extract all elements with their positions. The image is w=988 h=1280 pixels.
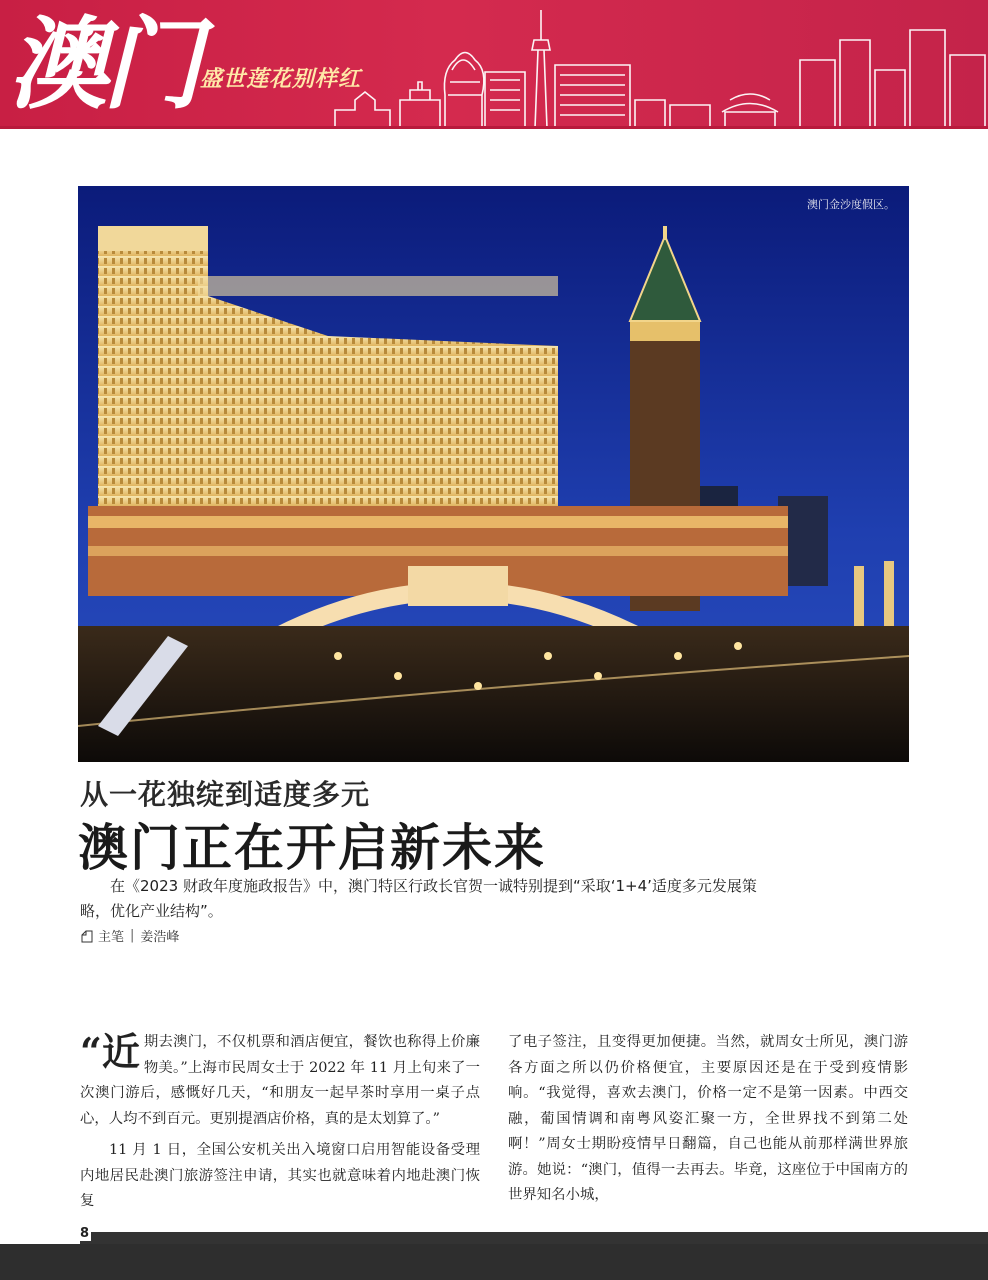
article-lead: 在《2023 财政年度施政报告》中，澳门特区行政长官贺一诚特别提到“采取‘1+4’适度多元发展策略，优化产业结构”。 (80, 877, 757, 920)
drop-cap: “近 (80, 1029, 140, 1074)
header-banner (0, 0, 988, 128)
paragraph-text: 期去澳门，不仅机票和酒店便宜，餐饮也称得上价廉物美。”上海市民周女士于 2022 年 11 月上旬来了一次澳门游后，感慨好几天，“和朋友一起早茶时享用一桌子点心，人均不到百元。更别提酒店价格，真的是太划算了。” (80, 1034, 480, 1127)
body-paragraph (80, 1030, 480, 1132)
banner-slogan: 盛世莲花别样红 (200, 67, 362, 92)
byline-role: 主笔 (98, 930, 125, 945)
byline (80, 926, 179, 945)
pen-icon (80, 929, 94, 943)
body-paragraph: 了电子签注，且变得更加便捷。当然，就周女士所见，澳门游各方面之所以仍价格便宜，主要原因还是在于受到疫情影响。“我觉得，喜欢去澳门，价格一定不是第一因素。中西交融，葡国情调和南粤风姿汇聚一方，全世界找不到第二处啊！”周女士期盼疫情早日翻篇，自己也能从前那样满世界旅游。她说：“澳门，值得一去再去。毕竟，这座位于中国南方的世界知名小城， (508, 1034, 908, 1203)
venetian-resort-photo (78, 186, 909, 762)
footer-band (0, 1244, 988, 1280)
article-subtitle: 从一花独绽到适度多元 (80, 778, 371, 811)
page-number: 8 (80, 1226, 90, 1241)
photo-caption: 澳门金沙度假区。 (807, 198, 895, 211)
masthead-logo: 澳门 (8, 5, 196, 123)
body-column-right (508, 1030, 908, 1215)
byline-author: 姜浩峰 (140, 930, 180, 945)
byline-separator: | (130, 928, 135, 943)
article-title: 澳门正在开启新未来 (78, 819, 546, 877)
body-column-left (80, 1030, 480, 1221)
photo-illustration (78, 186, 909, 762)
banner-divider (0, 126, 988, 129)
body-paragraph: 11 月 1 日，全国公安机关出入境窗口启用智能设备受理内地居民赴澳门旅游签注申请，其实也就意味着内地赴澳门恢复 (80, 1142, 480, 1209)
macau-skyline-illustration (330, 0, 988, 128)
